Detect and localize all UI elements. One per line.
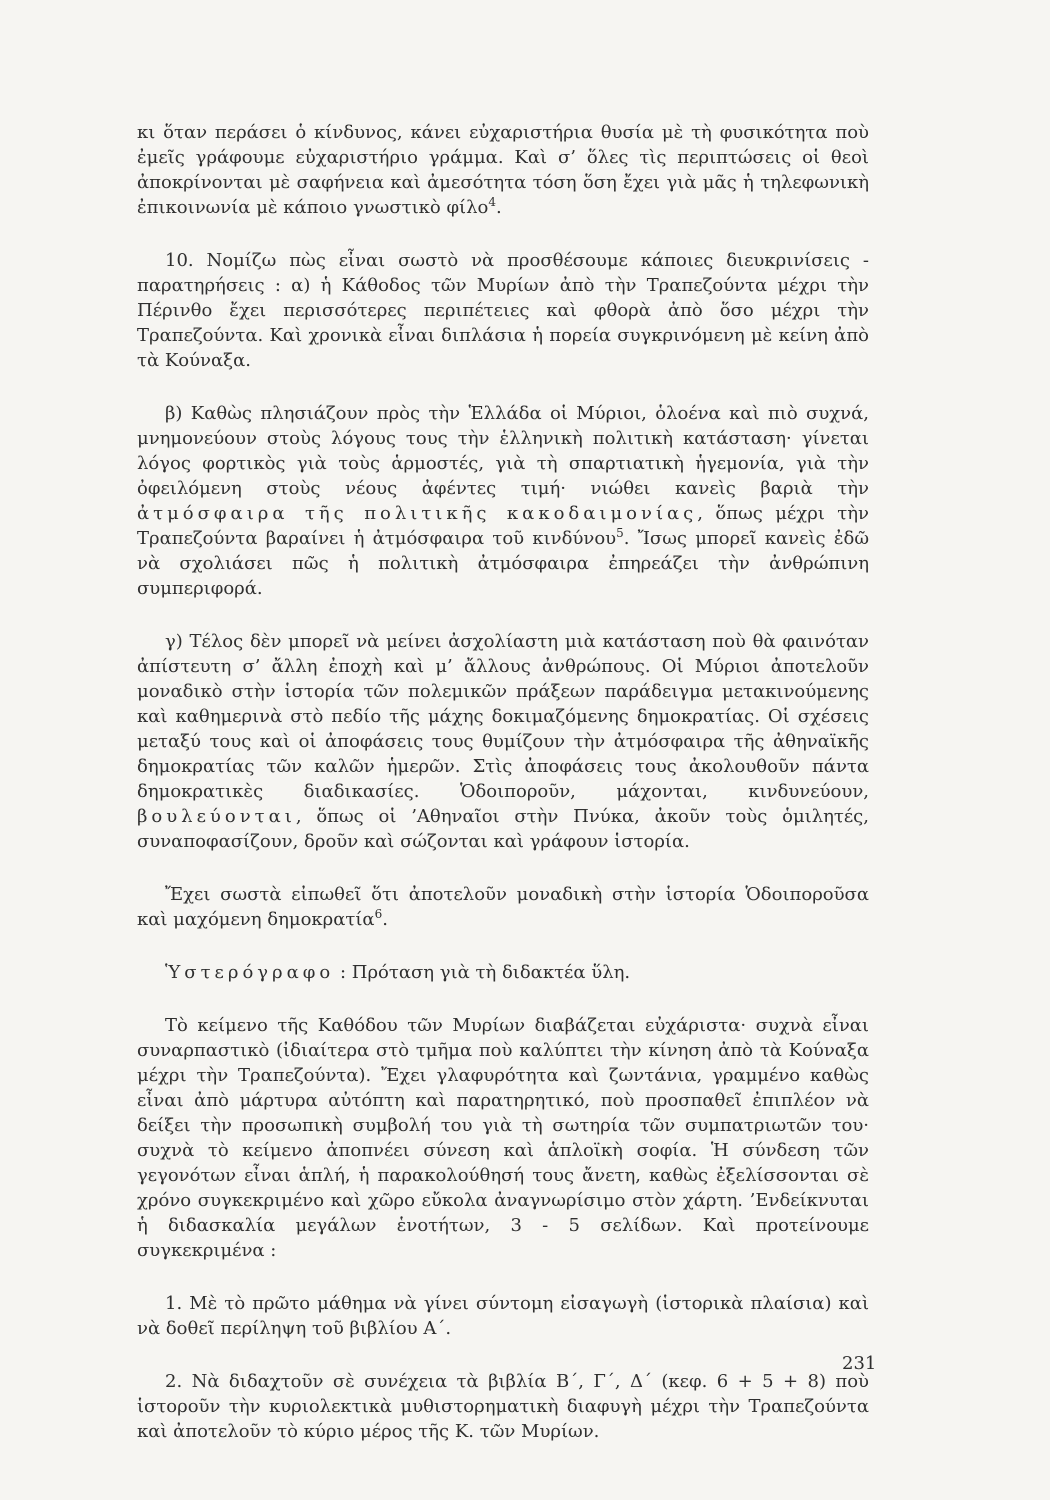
page-text-block — [137, 120, 869, 1472]
paragraph-9-text: 2. Νὰ διδαχτοῦν σὲ συνέχεια τὰ βιβλία Β΄, Γ΄, Δ΄ (κεφ. 6 + 5 + 8) ποὺ ἱστοροῦν τὴν κυριολεκτικὰ μυθιστορηματικὴ διαφυγὴ μέχρι τὴν Τραπεζούντα καὶ ἀποτελοῦν τὸ κύριο μέρος τῆς Κ. τῶν Μυρίων. — [137, 1371, 869, 1442]
paragraph-3 — [137, 401, 869, 601]
spaced-word-deliberate: βουλεύονται — [137, 806, 296, 827]
paragraph-5-end-punctuation: . — [382, 909, 388, 930]
spaced-phrase-political-misfortune: ἀτμόσφαιρα τῆς πολιτικῆς κακοδαιμονίας — [137, 503, 698, 524]
paragraph-5-text: Ἔχει σωστὰ εἰπωθεῖ ὅτι ἀποτελοῦν μοναδικὴ στὴν ἱστορία Ὁδοιποροῦσα καὶ μαχόμενη δημοκρατία — [137, 884, 869, 930]
paragraph-5 — [137, 882, 869, 932]
paragraph-7 — [137, 1013, 869, 1263]
footnote-reference-5: 5 — [616, 526, 624, 540]
paragraph-8-text: 1. Μὲ τὸ πρῶτο μάθημα νὰ γίνει σύντομη εἰσαγωγὴ (ἱστορικὰ πλαίσια) καὶ νὰ δοθεῖ περίληψη τοῦ βιβλίου Α΄. — [137, 1293, 869, 1339]
paragraph-3-text-part-2: , ὅπως μέχρι τὴν Τραπεζούντα βαραίνει ἡ ἀτμόσφαιρα τοῦ κινδύνου — [137, 503, 869, 549]
paragraph-3-text-part-3: . Ἴσως μπορεῖ κανεὶς ἐδῶ νὰ σχολιάσει πῶς ἡ πολιτικὴ ἀτμόσφαιρα ἐπηρεάζει τὴν ἀνθρώπινη συμπεριφορά. — [137, 528, 869, 599]
paragraph-2 — [137, 248, 869, 373]
paragraph-3-text-part-1: β) Καθὼς πλησιάζουν πρὸς τὴν Ἑλλάδα οἱ Μύριοι, ὁλοένα καὶ πιὸ συχνά, μνημονεύουν στοὺς λόγους τους τὴν ἑλληνικὴ πολιτικὴ κατάσταση· γίνεται λόγος φορτικὸς γιὰ τοὺς ἁρμοστές, γιὰ τὴ σπαρτιατικὴ ἡγεμονία, γιὰ τὴν ὀφειλόμενη στοὺς νέους ἀφέντες τιμή· νιώθει κανεὶς βαριὰ τὴν — [137, 403, 869, 499]
paragraph-2-text: 10. Νομίζω πὼς εἶναι σωστὸ νὰ προσθέσουμε κάποιες διευκρινίσεις - παρατηρήσεις : α) ἡ Κάθοδος τῶν Μυρίων ἀπὸ τὴν Τραπεζούντα μέχρι τὴν Πέρινθο ἔχει περισσότερες περιπέτειες καὶ φθορὰ ἀπὸ ὅσο μέχρι τὴν Τραπεζούντα. Καὶ χρονικὰ εἶναι διπλάσια ἡ πορεία συγκρινόμενη μὲ κείνη ἀπὸ τὰ Κούναξα. — [137, 250, 869, 371]
paragraph-1: κι ὅταν περάσει ὁ κίνδυνος, κάνει εὐχαριστήρια θυσία μὲ τὴ φυσικότητα ποὺ ἐμεῖς γράφουμε εὐχαριστήριο γράμμα. Καὶ σ’ ὅλες τὶς περιπτώσεις οἱ θεοὶ ἀποκρίνονται μὲ σαφήνεια καὶ ἀμεσότητα τόση ὅση ἔχει γιὰ μᾶς ἡ τηλεφωνικὴ ἐπικοινωνία μὲ κάποιο γνωστικὸ φίλο$^4$. — [137, 122, 869, 218]
paragraph-4 — [137, 629, 869, 854]
paragraph-7-text: Τὸ κείμενο τῆς Καθόδου τῶν Μυρίων διαβάζεται εὐχάριστα· συχνὰ εἶναι συναρπαστικὸ (ἰδιαίτερα στὸ τμῆμα ποὺ καλύπτει τὴν κίνηση ἀπὸ τὰ Κούναξα μέχρι τὴν Τραπεζούντα). Ἔχει γλαφυρότητα καὶ ζωντάνια, γραμμένο καθὼς εἶναι ἀπὸ μάρτυρα αὐτόπτη καὶ παρατηρητικό, ποὺ προσπαθεῖ ἐπιπλέον νὰ δείξει τὴν προσωπικὴ συμβολή του γιὰ τὴ σωτηρία τῶν συμπατριωτῶν του· συχνὰ τὸ κείμενο ἀποπνέει σύνεση καὶ ἁπλοϊκὴ σοφία. Ἡ σύνδεση τῶν γεγονότων εἶναι ἁπλή, ἡ παρακολούθησή τους ἄνετη, καθὼς ἐξελίσσονται σὲ χρόνο συγκεκριμένο καὶ χῶρο εὔκολα ἀναγνωρίσιμο στὸν χάρτη. ’Ενδείκνυται ἡ διδασκαλία μεγάλων ἑνοτήτων, 3 - 5 σελίδων. Καὶ προτείνουμε συγκεκριμένα : — [137, 1015, 869, 1261]
paragraph-1-text: κι ὅταν περάσει ὁ κίνδυνος, κάνει εὐχαριστήρια θυσία μὲ τὴ φυσικότητα ποὺ ἐμεῖς γράφουμε εὐχαριστήριο γράμμα. Καὶ σ’ ὅλες τὶς περιπτώσεις οἱ θεοὶ ἀποκρίνονται μὲ σαφήνεια καὶ ἀμεσότητα τόση ὅση ἔχει γιὰ μᾶς ἡ τηλεφωνικὴ ἐπικοινωνία μὲ κάποιο γνωστικὸ φίλο — [137, 122, 869, 218]
footnote-reference-6: 6 — [374, 907, 383, 921]
paragraph-9 — [137, 1369, 869, 1444]
postscript-label: Ὑστερόγραφο — [165, 962, 335, 983]
paragraph-4-text-part-2: , ὅπως οἱ ’Αθηναῖοι στὴν Πνύκα, ἀκοῦν τοὺς ὁμιλητές, συναποφασίζουν, δροῦν καὶ σώζονται καὶ γράφουν ἱστορία. — [137, 806, 869, 852]
paragraph-4-text-part-1: γ) Τέλος δὲν μπορεῖ νὰ μείνει ἀσχολίαστη μιὰ κατάσταση ποὺ θὰ φαινόταν ἀπίστευτη σ’ ἄλλη ἐποχὴ καὶ μ’ ἄλλους ἀνθρώπους. Οἱ Μύριοι ἀποτελοῦν μοναδικὸ στὴν ἱστορία τῶν πολεμικῶν πράξεων παράδειγμα μετακινούμενης καὶ καθημερινὰ στὸ πεδίο τῆς μάχης δοκιμαζόμενης δημοκρατίας. Οἱ σχέσεις μεταξύ τους καὶ οἱ ἀποφάσεις τους θυμίζουν τὴν ἀτμόσφαιρα τῆς ἀθηναϊκῆς δημοκρατίας τῶν καλῶν ἡμερῶν. Στὶς ἀποφάσεις τους ἀκολουθοῦν πάντα δημοκρατικὲς διαδικασίες. Ὁδοιποροῦν, μάχονται, κινδυνεύουν, — [137, 631, 869, 802]
paragraph-8 — [137, 1291, 869, 1341]
page-number: 231 — [842, 1353, 877, 1374]
paragraph-6 — [137, 960, 869, 985]
footnote-reference-4: 4 — [488, 195, 496, 209]
postscript-title: : Πρόταση γιὰ τὴ διδακτέα ὕλη. — [339, 962, 631, 983]
